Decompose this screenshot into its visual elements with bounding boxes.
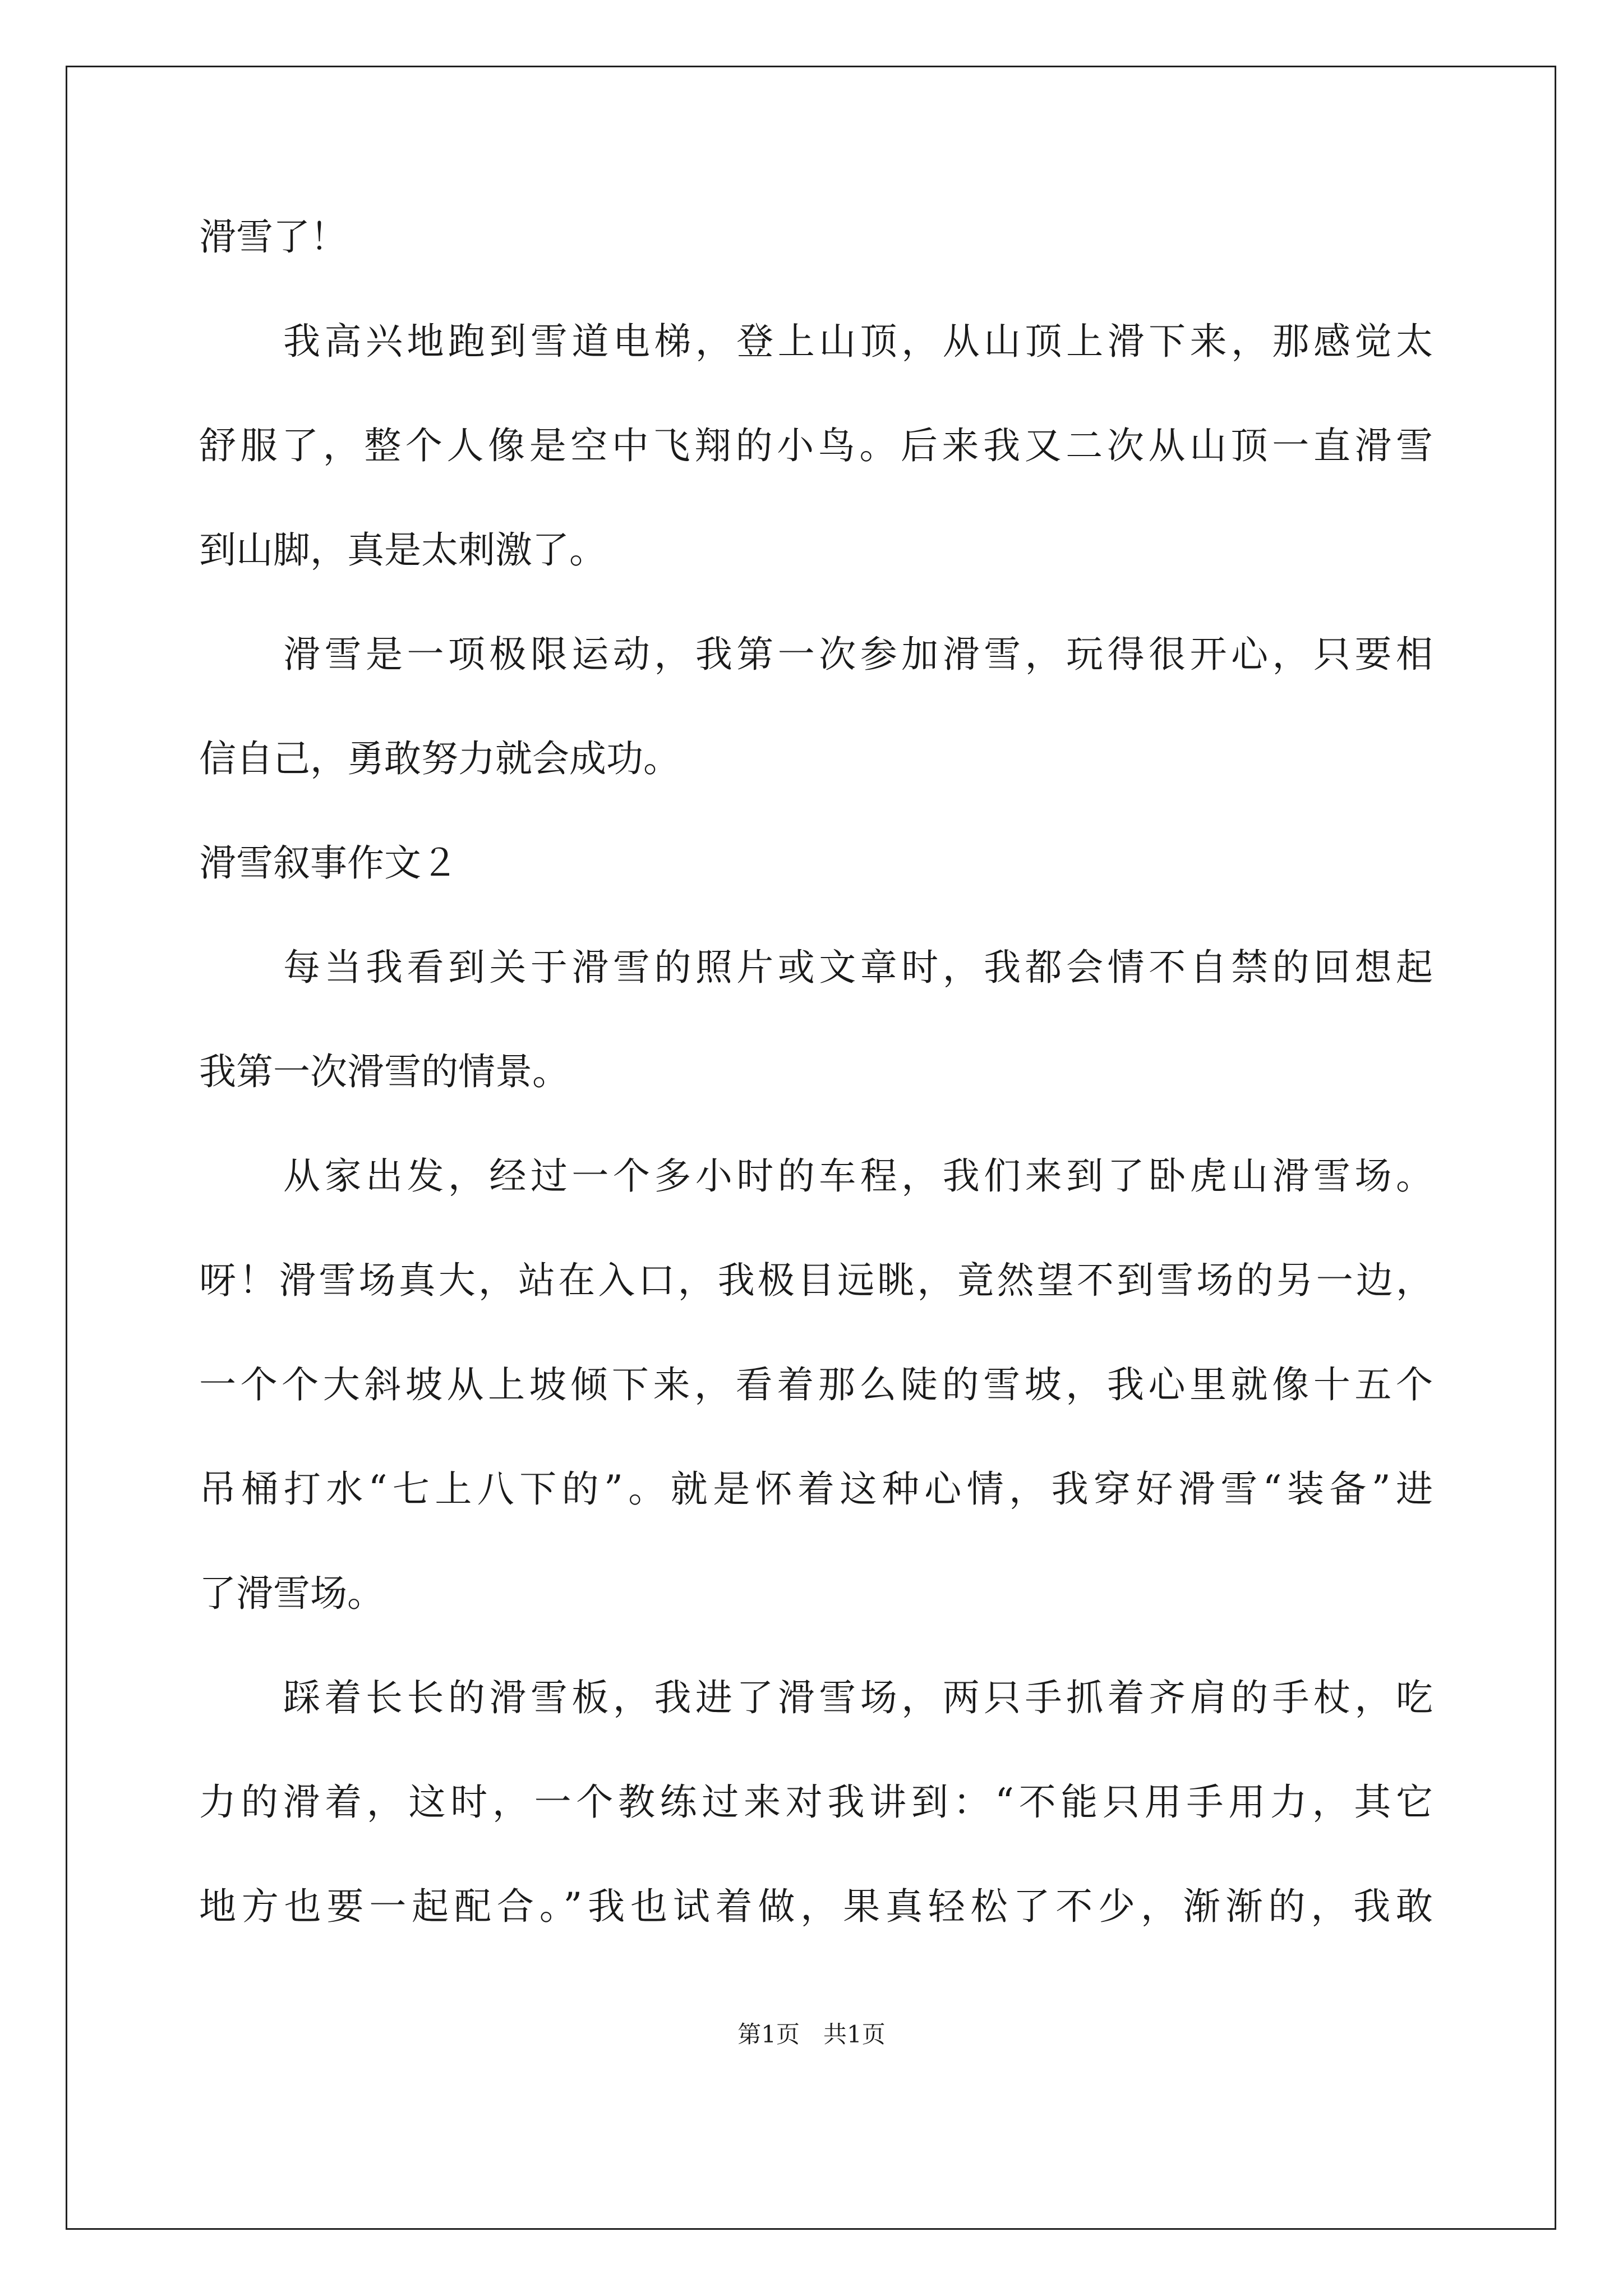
paragraph-line: 舒服了，整个人像是空中飞翔的小鸟。后来我又二次从山顶一直滑雪: [199, 424, 1433, 467]
paragraph-line: 一个个大斜坡从上坡倾下来，看着那么陡的雪坡，我心里就像十五个: [199, 1363, 1433, 1406]
page-number-footer: 第1页 共1页: [737, 2021, 886, 2048]
paragraph-line: 吊桶打水“七上八下的”。就是怀着这种心情，我穿好滑雪“装备”进: [199, 1467, 1433, 1511]
paragraph-line: 地方也要一起配合。”我也试着做，果真轻松了不少，渐渐的，我敢: [199, 1885, 1433, 1928]
paragraph-line: 到山脚，真是太刺激了。: [199, 528, 606, 572]
paragraph-line: 每当我看到关于滑雪的照片或文章时，我都会情不自禁的回想起: [283, 946, 1433, 989]
paragraph-line: 呀！滑雪场真大，站在入口，我极目远眺，竟然望不到雪场的另一边，: [199, 1259, 1433, 1302]
paragraph-line: 滑雪是一项极限运动，我第一次参加滑雪，玩得很开心，只要相: [283, 633, 1433, 676]
paragraph-line: 信自己，勇敢努力就会成功。: [199, 737, 680, 780]
section-heading: 滑雪叙事作文２: [199, 841, 458, 885]
paragraph-line: 我高兴地跑到雪道电梯，登上山顶，从山顶上滑下来，那感觉太: [283, 320, 1433, 363]
paragraph-line: 从家出发，经过一个多小时的车程，我们来到了卧虎山滑雪场。: [283, 1154, 1433, 1198]
paragraph-line: 了滑雪场。: [199, 1572, 384, 1615]
paragraph-line: 滑雪了！: [199, 215, 347, 259]
paragraph-line: 踩着长长的滑雪板，我进了滑雪场，两只手抓着齐肩的手杖，吃: [283, 1676, 1433, 1719]
paragraph-line: 力的滑着，这时，一个教练过来对我讲到：“不能只用手用力，其它: [199, 1780, 1433, 1824]
document-body: [199, 215, 1433, 1993]
paragraph-line: 我第一次滑雪的情景。: [199, 1050, 569, 1093]
